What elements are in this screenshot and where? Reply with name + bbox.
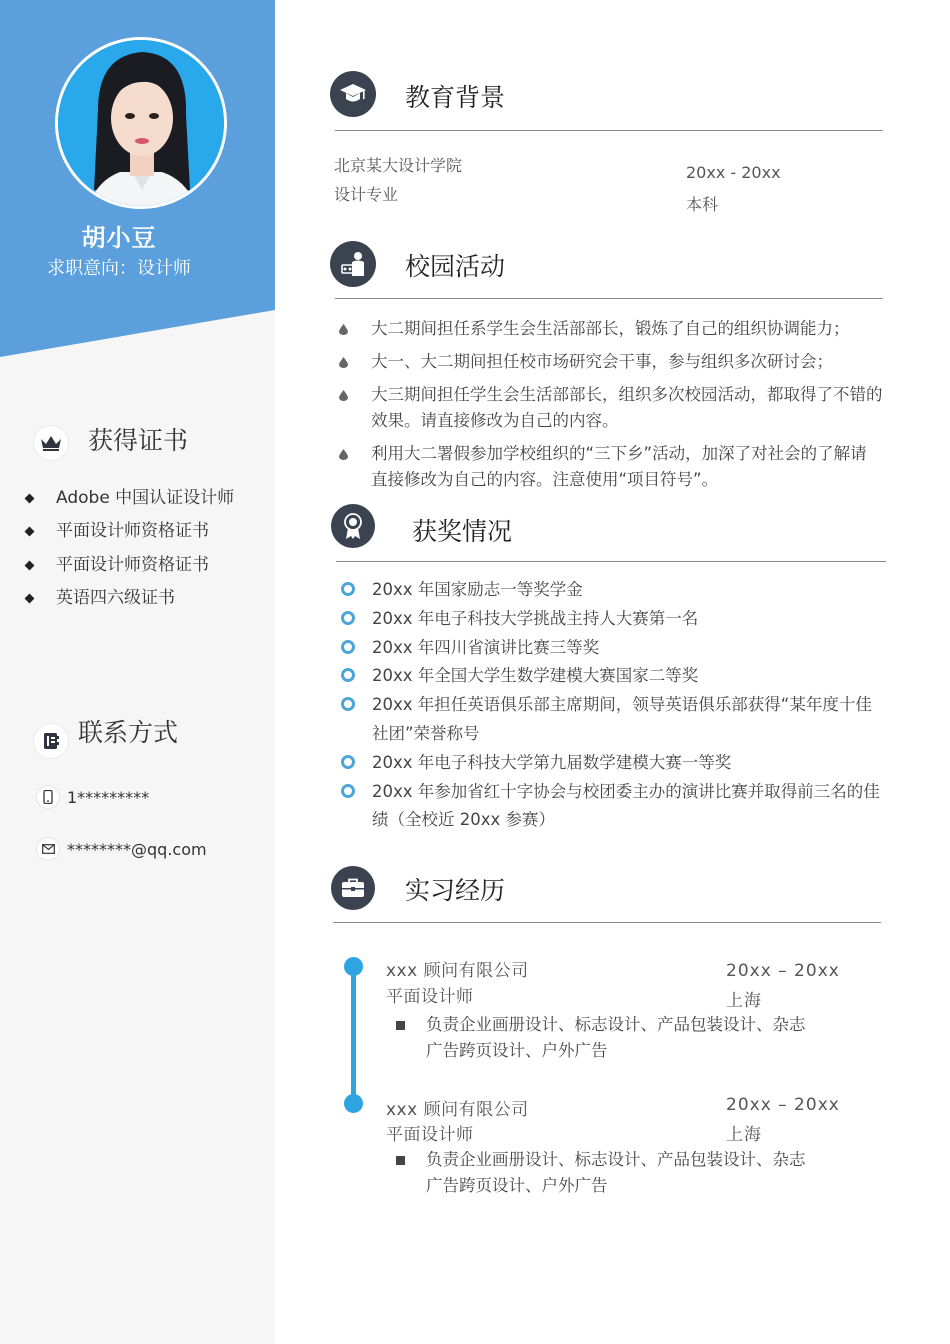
contact-title: 联系方式 (78, 718, 179, 747)
drop-bullet-icon (339, 390, 348, 401)
candidate-name: 胡小豆 (81, 224, 157, 252)
mail-icon (37, 838, 59, 860)
job-period: 20xx – 20xx (726, 1095, 840, 1115)
award-item (340, 749, 880, 778)
graduation-cap-icon (330, 71, 376, 117)
award-item (340, 605, 880, 634)
award-item (340, 576, 880, 605)
education-school: 北京某大设计学院 (334, 156, 463, 175)
activity-item (338, 441, 883, 493)
award-text: 20xx 年电子科技大学第九届数学建模大赛一等奖 (372, 752, 732, 772)
certificate-item: 平面设计师资格证书 (25, 518, 234, 551)
job-intent (0, 254, 238, 280)
job-intent-value: 设计师 (137, 258, 191, 279)
award-text: 20xx 年电子科技大学挑战主持人大赛第一名 (372, 608, 699, 628)
timeline-line (351, 966, 356, 1104)
job-intent-label: 求职意向： (47, 258, 137, 279)
drop-bullet-icon (339, 449, 348, 460)
phone-icon (37, 786, 59, 808)
sidebar (0, 0, 275, 1344)
drop-bullet-icon (339, 324, 348, 335)
contact-email-row (37, 836, 207, 862)
awards-divider (336, 561, 886, 562)
award-item (340, 778, 880, 836)
activity-text: 大一、大二期间担任校市场研究会干事，参与组织多次研讨会； (371, 352, 833, 371)
education-period: 20xx - 20xx (686, 163, 781, 182)
crown-icon (34, 426, 68, 460)
job-description-text: 负责企业画册设计、标志设计、产品包装设计、杂志广告跨页设计、户外广告 (426, 1015, 806, 1060)
award-text: 20xx 年全国大学生数学建模大赛国家二等奖 (372, 666, 699, 686)
awards-list (340, 576, 880, 835)
activities-list (338, 316, 883, 500)
job-location: 上海 (726, 1125, 762, 1145)
activities-divider (335, 298, 883, 299)
job-location: 上海 (726, 991, 762, 1011)
job-company: xxx 顾问有限公司 (386, 1100, 529, 1120)
award-text: 20xx 年参加省红十字协会与校团委主办的演讲比赛并取得前三名的佳绩（全校近 20xx 参赛） (372, 781, 880, 830)
avatar (55, 37, 227, 209)
timeline-dot (344, 1094, 363, 1113)
square-bullet-icon (396, 1021, 405, 1030)
contact-book-icon (34, 724, 68, 758)
activity-item (338, 382, 883, 434)
certificate-item: Adobe 中国认证设计师 (25, 485, 234, 518)
internship-divider (333, 922, 881, 923)
timeline-dot (344, 957, 363, 976)
medal-icon (331, 504, 375, 548)
job-period: 20xx – 20xx (726, 961, 840, 981)
ring-bullet-icon (341, 640, 355, 654)
education-degree: 本科 (686, 195, 719, 214)
contact-phone: 1********* (67, 787, 150, 807)
people-icon (330, 241, 376, 287)
award-text: 20xx 年四川省演讲比赛三等奖 (372, 637, 600, 657)
education-title: 教育背景 (405, 83, 506, 112)
activity-item (338, 349, 883, 375)
activity-text: 大三期间担任学生会生活部部长，组织多次校园活动，都取得了不错的效果。请直接修改为自己的内容。 (371, 385, 883, 430)
contact-email: ********@qq.com (67, 839, 207, 859)
contact-phone-row (37, 784, 149, 810)
ring-bullet-icon (341, 784, 355, 798)
certificate-list (25, 485, 234, 618)
ring-bullet-icon (341, 697, 355, 711)
internship-title: 实习经历 (405, 876, 506, 905)
award-text: 20xx 年担任英语俱乐部主席期间，领导英语俱乐部获得“某年度十佳社团”荣誉称号 (372, 695, 872, 743)
activity-text: 利用大二署假参加学校组织的“三下乡”活动，加深了对社会的了解请直接修改为自己的内容。注意使用“项目符号”。 (371, 444, 867, 489)
certificate-item: 英语四六级证书 (25, 585, 234, 618)
award-text: 20xx 年国家励志一等奖学金 (372, 580, 583, 599)
ring-bullet-icon (341, 755, 355, 769)
job-role: 平面设计师 (386, 1125, 474, 1145)
activity-item (338, 316, 883, 342)
ring-bullet-icon (341, 582, 355, 596)
activities-title: 校园活动 (405, 252, 506, 281)
award-item (340, 691, 880, 749)
ring-bullet-icon (341, 611, 355, 625)
job-company: xxx 顾问有限公司 (386, 961, 529, 981)
certificate-item: 平面设计师资格证书 (25, 552, 234, 585)
job-description-text: 负责企业画册设计、标志设计、产品包装设计、杂志广告跨页设计、户外广告 (426, 1150, 806, 1195)
education-divider (335, 130, 883, 131)
awards-title: 获奖情况 (412, 517, 513, 546)
activity-text: 大二期间担任系学生会生活部部长，锻炼了自己的组织协调能力； (371, 319, 850, 338)
education-major: 设计专业 (334, 185, 399, 204)
ring-bullet-icon (341, 668, 355, 682)
job-role: 平面设计师 (386, 987, 474, 1007)
certificates-title: 获得证书 (88, 426, 189, 455)
job-description (388, 1012, 808, 1064)
job-description (388, 1147, 808, 1199)
award-item (340, 634, 880, 663)
award-item (340, 662, 880, 691)
drop-bullet-icon (339, 357, 348, 368)
briefcase-icon (331, 866, 375, 910)
square-bullet-icon (396, 1156, 405, 1165)
